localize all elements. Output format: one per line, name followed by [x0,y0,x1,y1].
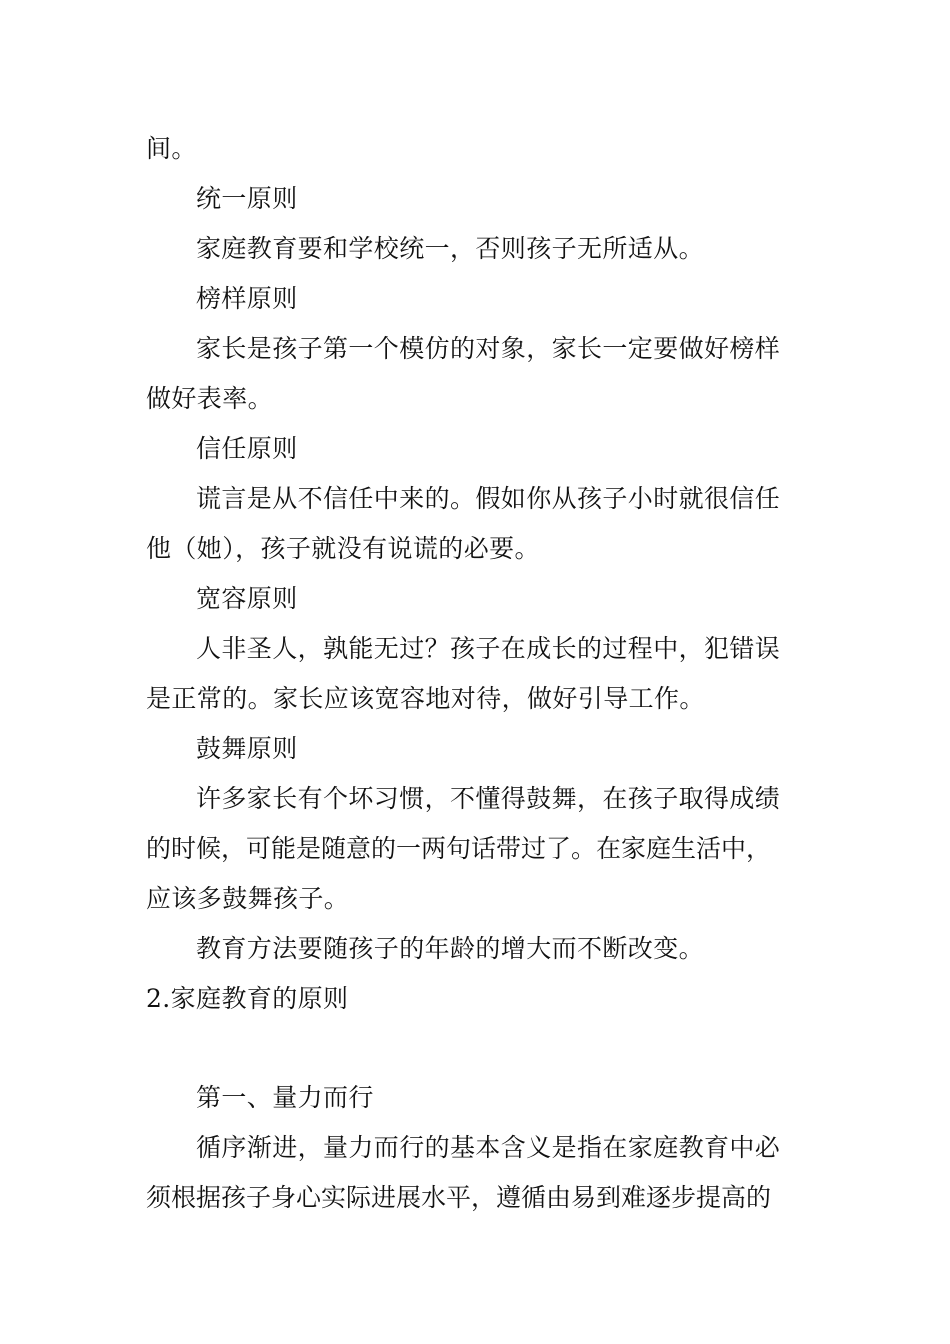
paragraph-continuation: 间。 [146,134,197,163]
paragraph-tolerance-line2: 是正常的。家长应该宽容地对待，做好引导工作。 [146,684,705,713]
section-heading-role-model: 榜样原则 [196,284,298,313]
paragraph-first-line2: 须根据孩子身心实际进展水平，遵循由易到难逐步提高的 [146,1183,772,1212]
section-title-principles: 2.家庭教育的原则 [146,984,349,1013]
paragraph-role-model-line1: 家长是孩子第一个模仿的对象，家长一定要做好榜样 [196,334,781,363]
paragraph-encouragement-line2: 的时候，可能是随意的一两句话带过了。在家庭生活中， [146,834,772,863]
paragraph-encouragement-line1: 许多家长有个坏习惯，不懂得鼓舞，在孩子取得成绩 [196,784,781,813]
paragraph-unity: 家庭教育要和学校统一，否则孩子无所适从。 [196,234,705,263]
paragraph-trust-line2: 他（她），孩子就没有说谎的必要。 [146,534,540,563]
paragraph-first-line1: 循序渐进，量力而行的基本含义是指在家庭教育中必 [196,1133,781,1162]
section-heading-tolerance: 宽容原则 [196,584,298,613]
paragraph-role-model-line2: 做好表率。 [146,384,274,413]
paragraph-tolerance-line1: 人非圣人，孰能无过？孩子在成长的过程中，犯错误 [196,634,781,663]
section-heading-encouragement: 鼓舞原则 [196,734,298,763]
section-heading-unity: 统一原则 [196,184,298,213]
paragraph-trust-line1: 谎言是从不信任中来的。假如你从孩子小时就很信任 [196,484,781,513]
paragraph-method: 教育方法要随孩子的年龄的增大而不断改变。 [196,934,705,963]
principle-heading-first: 第一、量力而行 [196,1083,374,1112]
paragraph-encouragement-line3: 应该多鼓舞孩子。 [146,884,350,913]
section-heading-trust: 信任原则 [196,434,298,463]
